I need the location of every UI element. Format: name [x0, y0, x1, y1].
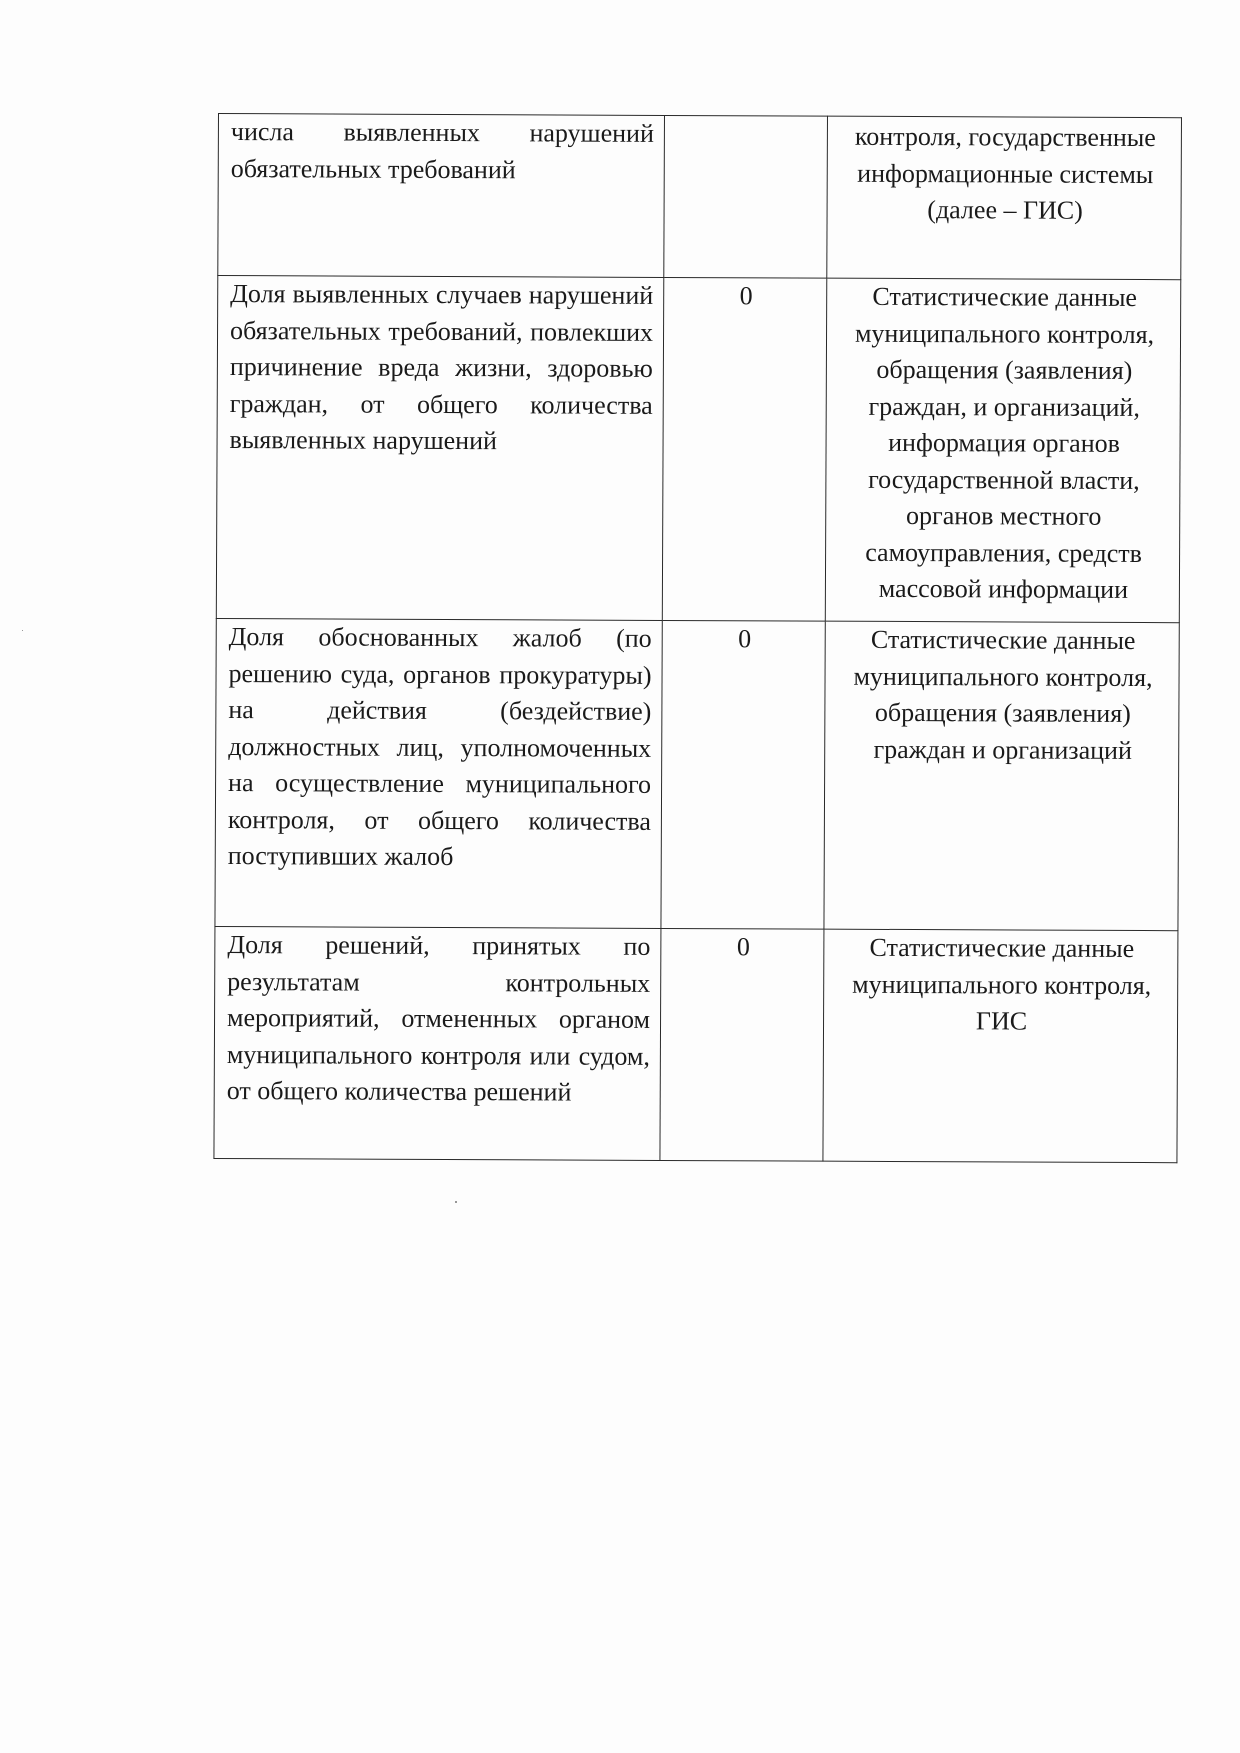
- scan-speck: [22, 630, 23, 631]
- table-row: [216, 276, 1180, 623]
- source-cell: Статистические данные муниципального контроля, обращения (заявления) граждан, и организаций, информация органов государственной власти, органов местного самоуправления, средств массовой информации: [825, 278, 1180, 623]
- value-cell: 0: [661, 620, 825, 929]
- indicator-cell: Доля обоснованных жалоб (по решению суда, органов прокуратуры) на действия (бездействие) должностных лиц, уполномоченных на осуществление муниципального контроля, от общего количества поступивших жалоб: [215, 618, 662, 928]
- source-cell: контроля, государственные информационные системы (далее – ГИС): [827, 116, 1182, 280]
- table-row: [214, 926, 1178, 1162]
- indicator-cell: Доля решений, принятых по результатам контрольных мероприятий, отмененных органом муниципального контроля или судом, от общего количества решений: [214, 926, 661, 1160]
- indicator-cell: Доля выявленных случаев нарушений обязательных требований, повлекших причинение вреда жизни, здоровью граждан, от общего количества выявленных нарушений: [216, 276, 663, 621]
- indicators-table: [213, 113, 1182, 1163]
- indicator-cell: числа выявленных нарушений обязательных требований: [218, 114, 665, 278]
- value-cell: 0: [662, 277, 826, 621]
- table-row: [218, 114, 1182, 280]
- value-cell: 0: [660, 928, 824, 1161]
- value-cell: [664, 115, 828, 278]
- source-cell: Статистические данные муниципального контроля, ГИС: [823, 929, 1178, 1163]
- source-cell: Статистические данные муниципального контроля, обращения (заявления) граждан и организаций: [824, 621, 1179, 931]
- table-row: [215, 618, 1179, 930]
- scan-speck: [455, 1201, 457, 1203]
